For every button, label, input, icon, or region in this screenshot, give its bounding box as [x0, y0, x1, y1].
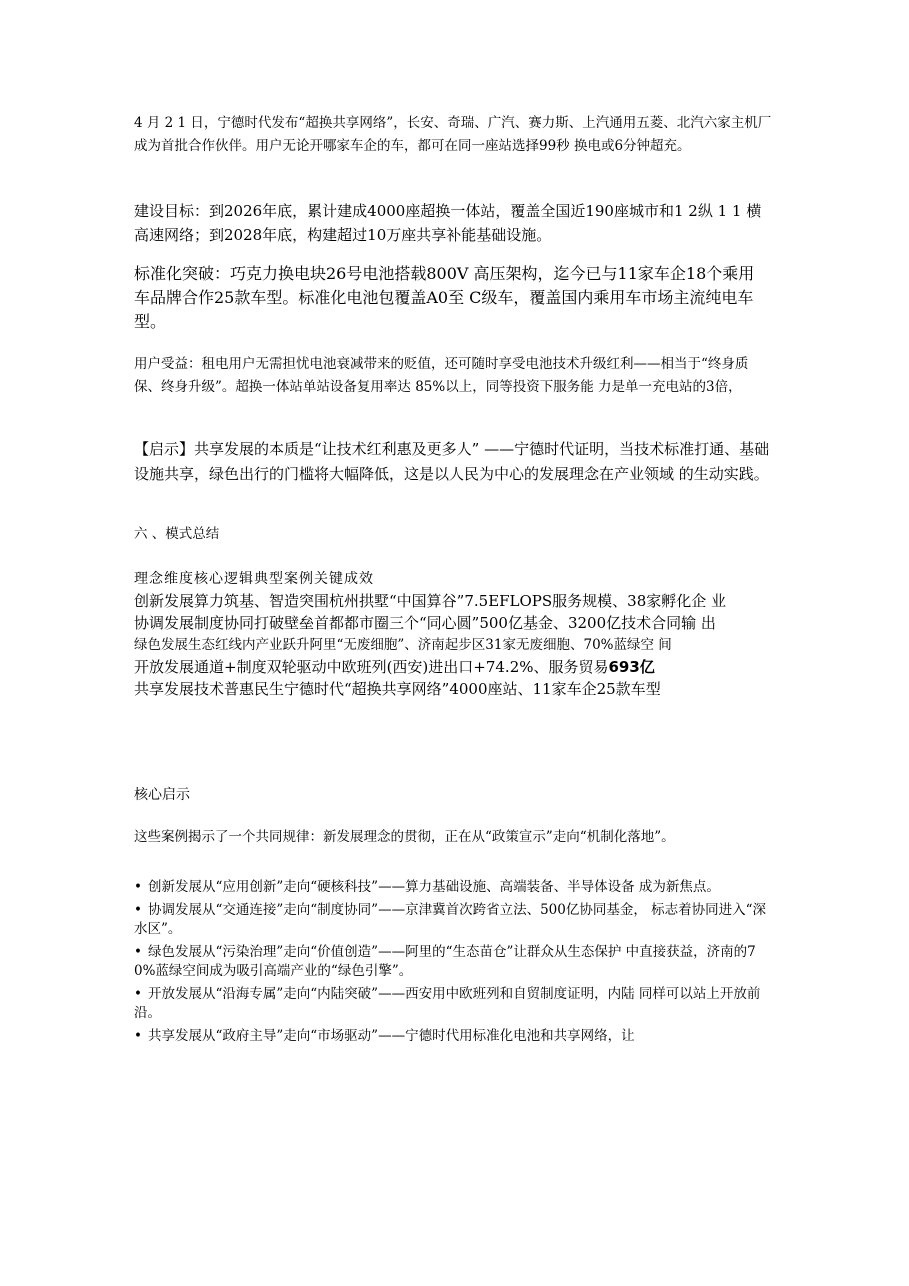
row-text: 协调发展制度协同打破壁垒首都都市圈三个“同心圆”500亿基金、3200亿技术合同输 出	[134, 614, 716, 632]
bullet-icon: •	[134, 879, 142, 895]
standard-paragraph: 标准化突破：巧克力换电块26号电池搭载800V 高压架构，迄今已与11家车企18个乘用 车品牌合作25款车型。标准化电池包覆盖A0至 C级车，覆盖国内乘用车市场主流纯电车 型。	[134, 264, 755, 331]
list-item	[134, 901, 774, 939]
list-item-text: 协调发展从“交通连接”走向“制度协同”——京津冀首次跨省立法、500亿协同基金， 标志着协同进入“深水区”。	[134, 902, 767, 937]
table-row	[134, 590, 774, 612]
goal-paragraph: 建设目标：到2026年底，累计建成4000座超换一体站，覆盖全国近190座城市和1 2纵 1 1 横高速网络；到2028年底，构建超过10万座共享补能基础设施。	[134, 202, 762, 244]
bullet-list	[134, 878, 774, 1050]
row-text: 创新发展算力筑基、智造突围杭州拱墅“中国算谷”7.5EFLOPS服务规模、38家孵化企 业	[134, 592, 727, 610]
row-text: 绿色发展生态红线内产业跃升阿里“无废细胞”、济南起步区31家无废细胞、70%蓝绿空 间	[134, 637, 672, 653]
core-intro-paragraph: 这些案例揭示了一个共同规律：新发展理念的贯彻，正在从“政策宣示”走向“机制化落地”。	[134, 829, 675, 845]
list-item-text: 共享发展从“政府主导”走向“市场驱动”——宁德时代用标准化电池和共享网络，让	[147, 1028, 635, 1044]
row-highlight: 693亿	[608, 658, 655, 676]
list-item-text: 开放发展从“沿海专属”走向“内陆突破”——西安用中欧班列和自贸制度证明，内陆 同样可以站上开放前沿。	[134, 986, 761, 1021]
benefit-paragraph: 用户受益：租电用户无需担忧电池衰减带来的贬值，还可随时享受电池技术升级红利——相当于“终身质保、终身升级”。超换一体站单站设备复用率达 85%以上，同等投资下服务能 力是单一充电站的3倍，	[134, 356, 749, 395]
table-row	[134, 678, 774, 700]
row-text: 共享发展技术普惠民生宁德时代“超换共享网络”4000座站、11家车企25款车型	[134, 680, 661, 698]
bullet-icon: •	[134, 1028, 142, 1044]
table-header: 理念维度核心逻辑典型案例关键成效	[134, 571, 374, 587]
list-item	[134, 943, 774, 981]
bullet-icon: •	[134, 944, 142, 960]
intro-paragraph: 4 月 2 1 日，宁德时代发布“超换共享网络”，长安、奇瑞、广汽、赛力斯、上汽通用五菱、北汽六家主机厂成为首批合作伙伴。用户无论开哪家车企的车，都可在同一座站选择99秒 换电或6分钟超充。	[134, 115, 772, 154]
table-row	[134, 634, 774, 656]
row-text: 开放发展通道+制度双轮驱动中欧班列(西安)进出口+74.2%、服务贸易	[134, 658, 609, 676]
list-item	[134, 1027, 774, 1046]
summary-table	[134, 568, 774, 700]
core-heading: 核心启示	[134, 787, 190, 803]
table-row	[134, 612, 774, 634]
bullet-icon: •	[134, 902, 142, 918]
table-row	[134, 656, 774, 678]
list-item	[134, 985, 774, 1023]
list-item-text: 绿色发展从“污染治理”走向“价值创造”——阿里的“生态苗仓”让群众从生态保护 中直接获益，济南的70%蓝绿空间成为吸引高端产业的“绿色引擎”。	[134, 944, 756, 979]
section-heading: 六 、模式总结	[134, 526, 220, 542]
insight-paragraph: 【启示】共享发展的本质是“让技术红利惠及更多人” ——宁德时代证明，当技术标准打通、基础设施共享，绿色出行的门槛将大幅降低，这是以人民为中心的发展理念在产业领域 的生动实践。	[134, 440, 770, 483]
list-item-text: 创新发展从“应用创新”走向“硬核科技”——算力基础设施、高端装备、半导体设备 成为新焦点。	[147, 879, 720, 895]
bullet-icon: •	[134, 986, 142, 1002]
list-item	[134, 878, 774, 897]
